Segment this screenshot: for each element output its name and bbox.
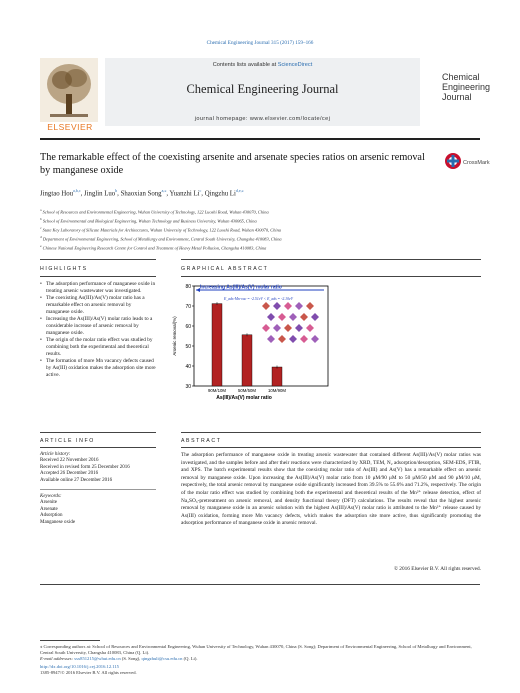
crossmark-badge[interactable]	[444, 152, 490, 174]
article-info-heading: ARTICLE INFO	[40, 438, 95, 444]
crystal-octahedron	[262, 302, 270, 310]
journal-reference[interactable]: Chemical Engineering Journal 315 (2017) 159–166	[206, 40, 314, 46]
author-list: Jingtao Hou$^{a,b,c}$, Jinglin Luo$^b$, Shaoxian Song$^{a,⁎}$, Yuanzhi Li$^c$, Qingzhu $Li^{d,e,⁎}$	[40, 188, 244, 198]
bar	[212, 304, 222, 386]
crystal-octahedron	[278, 335, 286, 343]
email-name-song: (S. Song),	[121, 656, 141, 662]
elsevier-tree-logo	[40, 58, 98, 122]
email-name-li: (Q. Li).	[183, 656, 198, 662]
keyword-item: Arsenite	[40, 500, 57, 506]
author-name[interactable]: Shaoxian Song	[120, 190, 162, 198]
keyword-item: Adsorption	[40, 513, 63, 519]
journal-name: Chemical Engineering Journal	[186, 82, 339, 96]
author-name[interactable]: Yuanzhi Li	[169, 190, 200, 198]
bar	[272, 367, 282, 386]
crystal-octahedron	[267, 335, 275, 343]
sciencedirect-link[interactable]: ScienceDirect	[277, 62, 313, 68]
affiliation-item: $^a$ School of Resources and Environmental Engineering, Wuhan University of Technology, 122 Luoshi Road, Wuhan 430070, China	[40, 208, 269, 215]
email-link-song[interactable]: ssx851215@whut.edu.cn	[74, 656, 121, 662]
x-tick-label: 10M/90M	[268, 388, 286, 393]
graphical-abstract-chart	[170, 278, 340, 418]
author-name[interactable]: Jinglin Luo	[84, 190, 116, 198]
author-name[interactable]: Qingzhu Li	[204, 190, 236, 198]
y-tick-label: 70	[185, 304, 191, 310]
article-info-subrule	[40, 447, 156, 448]
email-link-li[interactable]: qingzhuli@csu.edu.cn	[141, 656, 183, 662]
x-tick-label: 90M/10M	[208, 388, 226, 393]
bar	[242, 335, 252, 386]
crystal-octahedron	[295, 324, 303, 332]
email-line	[40, 656, 480, 662]
contents-line	[105, 62, 420, 68]
crystal-octahedron	[262, 324, 270, 332]
article-history-label: Article history:	[40, 452, 71, 457]
highlights-list	[40, 281, 156, 379]
abstract-text: The adsorption performance of manganese oxide in treating arsenic wastewater that contained different As(III)/As(V) molar ratios was investigated, and the samples before and after their reactions were characterized by XRD, TEM, N₂ adsorption/desorption, SEM-EDS, FTIR, and XPS. The batch experimental results show that the coexisting molar ratio of As(III) and As(V) has a remarkable effect on arsenic removal by manganese oxide. Upon increasing the As(III)/As(V) molar ratio from 10 μM/90 μM to 50 μM/50 μM and 90 μM/10 μM, respectively, the total arsenic removal by manganese oxide significantly increased from 39.5% to 55.6% and 71.2%, respectively. The origin of the molar ratio effect was studied by combining both the experimental and theoretical results of the Mn²⁺ release detection, effect of Na₂SO₃-pretreatment on arsenic removal, and density functional theory (DFT) calculations. The results reveal that the highest arsenic removal by manganese oxide in an arsenic solution with the highest As(III)/As(V) molar ratio is attributed to the Mn²⁺ release caused by As(III) oxidation, forming more Mn vacancy defects, which makes the adsorption site more active, thus significantly promoting the adsorption performance of manganese oxide in arsenic removal.	[181, 452, 481, 527]
highlights-heading: HIGHLIGHTS	[40, 266, 88, 272]
journal-banner	[105, 58, 420, 126]
doi-link[interactable]: http://dx.doi.org/10.1016/j.cej.2016.12.115	[40, 664, 119, 669]
abstract-subrule	[181, 447, 481, 448]
highlight-item: • The coexisting As(III)/As(V) molar ratio has a remarkable effect on arsenic removal by manganese oxide.	[40, 295, 156, 316]
abstract-heading: ABSTRACT	[181, 438, 222, 444]
keywords-list	[40, 500, 156, 526]
doi-block	[40, 664, 480, 677]
y-tick-label: 50	[185, 344, 191, 350]
author-name[interactable]: Jingtao Hou	[40, 190, 74, 198]
energy-annotation: E_ads-Mn-vac = -2.51eV < E_ads = -2.10eV	[224, 297, 293, 301]
graphical-abstract-subrule	[181, 276, 481, 277]
crystal-octahedron	[273, 324, 281, 332]
x-tick-label: 50M/50M	[238, 388, 256, 393]
history-item: Received 22 November 2016	[40, 458, 99, 464]
crystal-octahedron	[300, 335, 308, 343]
history-item: Accepted 26 December 2016	[40, 471, 99, 477]
y-tick-label: 40	[185, 364, 191, 370]
keyword-item: Manganese oxide	[40, 519, 76, 525]
publisher-name: ELSEVIER	[47, 122, 93, 132]
copyright: © 2016 Elsevier B.V. All rights reserved.	[393, 566, 481, 572]
author-affiliation-marker[interactable]: d,e,⁎	[235, 188, 244, 193]
journal-cover-title: Chemical Engineering Journal	[442, 72, 491, 102]
crystal-octahedron	[300, 313, 308, 321]
crystal-octahedron	[311, 313, 319, 321]
crystal-octahedron	[284, 302, 292, 310]
crystal-octahedron	[295, 302, 303, 310]
crystal-octahedron	[306, 302, 314, 310]
crystal-octahedron	[289, 335, 297, 343]
highlights-rule	[40, 259, 156, 260]
y-axis-label: Arsenic removal(%)	[172, 316, 177, 356]
affiliation-item: $^d$ Department of Environmental Engineering, School of Metallurgy and Environment, Central South University, Changsha 410083, China	[40, 234, 282, 242]
author-affiliation-marker[interactable]: b	[115, 188, 118, 193]
x-axis-label: As(III)/As(V) molar ratio	[216, 395, 272, 401]
highlights-subrule	[40, 276, 156, 277]
article-info-divider	[40, 489, 156, 490]
corresponding-footnote	[40, 644, 480, 663]
article-title: The remarkable effect of the coexisting arsenite and arsenate species ratios on arsenic removal by manganese oxide	[40, 152, 425, 176]
bar-chart	[170, 278, 340, 418]
history-item: Received in revised form 25 December 2016	[40, 464, 130, 470]
crystal-octahedron	[311, 335, 319, 343]
affiliations	[40, 207, 480, 251]
masthead-rule	[40, 138, 480, 140]
journal-homepage[interactable]: journal homepage: www.elsevier.com/locate/cej	[194, 116, 331, 122]
crystal-octahedron	[267, 313, 275, 321]
masthead	[40, 58, 491, 138]
history-list	[40, 458, 156, 484]
author-affiliation-marker[interactable]: a,⁎	[161, 188, 167, 193]
affiliation-item: $^b$ School of Environmental and Biological Engineering, Wuhan Technology and Business University, Wuhan 430065, China	[40, 216, 257, 224]
graphical-abstract-heading: GRAPHICAL ABSTRACT	[181, 266, 269, 272]
crystal-octahedron	[289, 313, 297, 321]
highlight-item: • The origin of the molar ratio effect was studied by combining both the experimental and theoretical results.	[40, 337, 156, 358]
crystal-octahedron	[284, 324, 292, 332]
affiliation-item: $^c$ State Key Laboratory of Silicate Materials for Architectures, Wuhan University of Technology, 122 Luoshi Road, Wuhan 430070, China	[40, 225, 281, 233]
issn-line: 1385-8947/© 2016 Elsevier B.V. All rights reserved.	[40, 670, 137, 676]
article-info-rule	[40, 432, 156, 433]
y-tick-label: 30	[185, 384, 191, 390]
crystal-octahedron	[273, 302, 281, 310]
history-item: Available online 27 December 2016	[40, 477, 113, 483]
corresponding-text: ⁎ Corresponding authors at: School of Resources and Environmental Engineering, Wuhan University of Technology, Wuhan 430070, China (S. Song); Department of Environmental Engineering, School of Metallurgy and Environment, Central South University, Changsha 410083, China (Q. Li).	[40, 644, 472, 656]
y-tick-label: 60	[185, 324, 191, 330]
author-affiliation-marker[interactable]: a,b,c	[73, 188, 81, 193]
graphical-abstract-rule	[181, 259, 481, 260]
y-tick-label: 80	[185, 284, 191, 290]
highlight-item: • The formation of more Mn vacancy defects caused by As(III) oxidation makes the adsorption site more active.	[40, 358, 156, 379]
article-info	[40, 452, 156, 526]
contents-prefix: Contents lists available at	[212, 62, 278, 68]
trend-annotation: Increasing As(III)/As(V) molar ratio	[200, 284, 282, 291]
abstract-rule	[181, 432, 481, 433]
crossmark-icon	[444, 152, 490, 174]
footnote-rule	[40, 640, 100, 641]
crystal-octahedron	[278, 313, 286, 321]
abstract-bottom-rule	[40, 584, 480, 585]
crystal-octahedron	[306, 324, 314, 332]
crossmark-label: CrossMark	[463, 160, 490, 166]
highlight-item: • The adsorption performance of manganese oxide in treating arsenic wastewater was investigated.	[40, 281, 156, 295]
highlight-item: • Increasing the As(III)/As(V) molar ratio leads to a considerable increase of arsenic removal by manganese oxide.	[40, 316, 156, 337]
email-label: E-mail addresses:	[40, 656, 74, 662]
affiliation-item: $^e$ Chinese National Engineering Research Centre for Control and Treatment of Heavy Metal Pollution, Changsha 410083, China	[40, 243, 267, 250]
keyword-item: Arsenate	[40, 506, 58, 512]
keywords-label: Keywords:	[40, 494, 62, 500]
author-affiliation-marker[interactable]: c	[199, 188, 202, 193]
